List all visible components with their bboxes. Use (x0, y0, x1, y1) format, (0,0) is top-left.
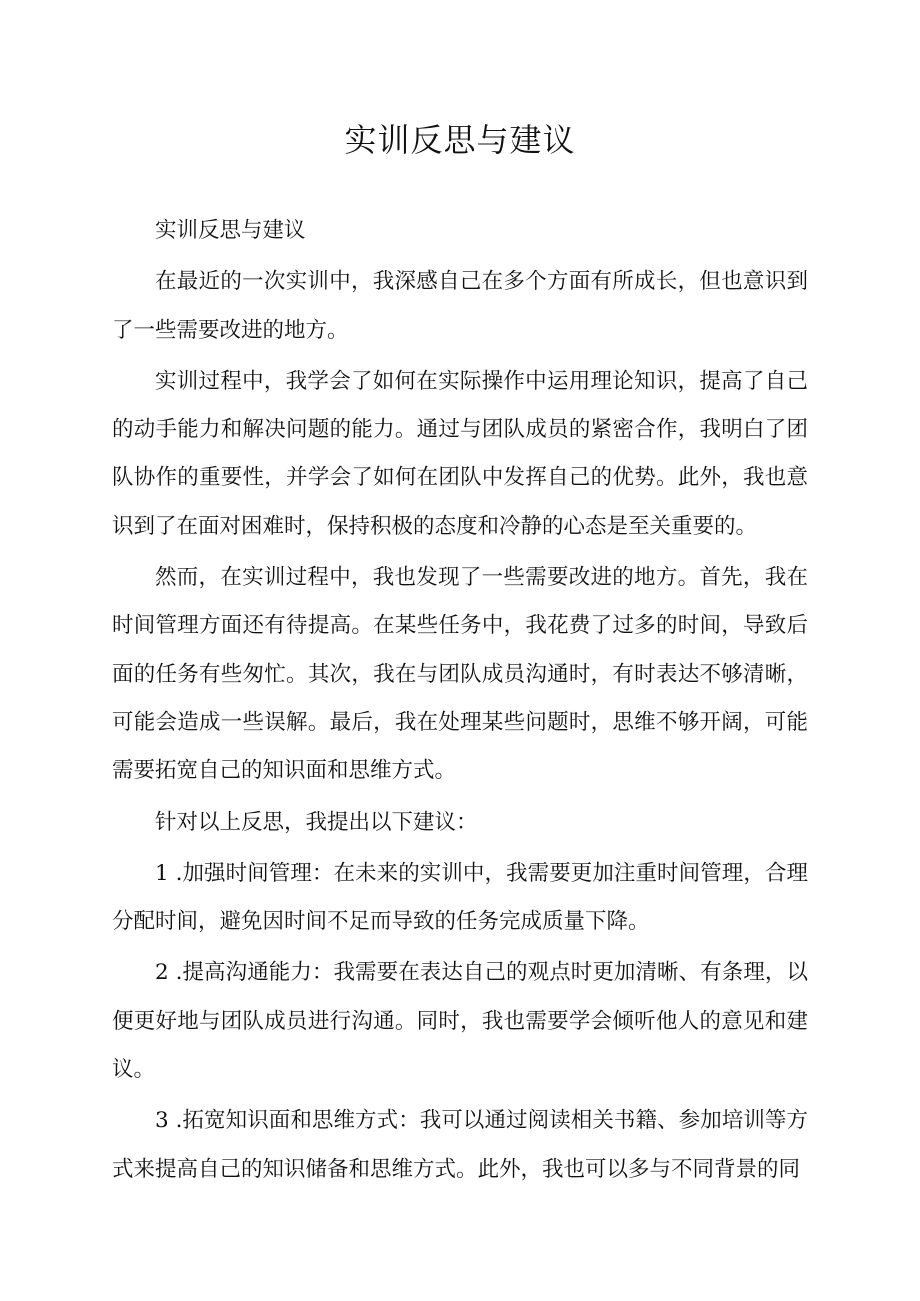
growth-paragraph: 实训过程中，我学会了如何在实际操作中运用理论知识，提高了自己的动手能力和解决问题的能力。通过与团队成员的紧密合作，我明白了团队协作的重要性，并学会了如何在团队中发挥自己的优势。此外，我也意识到了在面对困难时，保持积极的态度和冷静的心态是至关重要的。 (112, 368, 808, 539)
subtitle-paragraph: 实训反思与建议 (155, 218, 306, 243)
suggestion-item-1: 1 .加强时间管理：在未来的实训中，我需要更加注重时间管理，合理分配时间，避免因时间不足而导致的任务完成质量下降。 (112, 860, 808, 935)
shortcomings-paragraph: 然而，在实训过程中，我也发现了一些需要改进的地方。首先，我在时间管理方面还有待提高。在某些任务中，我花费了过多的时间，导致后面的任务有些匆忙。其次，我在与团队成员沟通时，有时表达不够清晰，可能会造成一些误解。最后，我在处理某些问题时，思维不够开阔，可能需要拓宽自己的知识面和思维方式。 (112, 565, 808, 784)
suggestions-intro-paragraph: 针对以上反思，我提出以下建议： (155, 809, 478, 835)
suggestion-item-2: 2 .提高沟通能力：我需要在表达自己的观点时更加清晰、有条理，以便更好地与团队成员进行沟通。同时，我也需要学会倾听他人的意见和建议。 (112, 960, 808, 1083)
suggestion-item-3: 3 .拓宽知识面和思维方式：我可以通过阅读相关书籍、参加培训等方式来提高自己的知识储备和思维方式。此外，我也可以多与不同背景的同 (112, 1108, 808, 1182)
intro-paragraph: 在最近的一次实训中，我深感自己在多个方面有所成长，但也意识到了一些需要改进的地方。 (112, 269, 808, 343)
document-title: 实训反思与建议 (344, 121, 576, 159)
document-body (112, 207, 808, 1197)
